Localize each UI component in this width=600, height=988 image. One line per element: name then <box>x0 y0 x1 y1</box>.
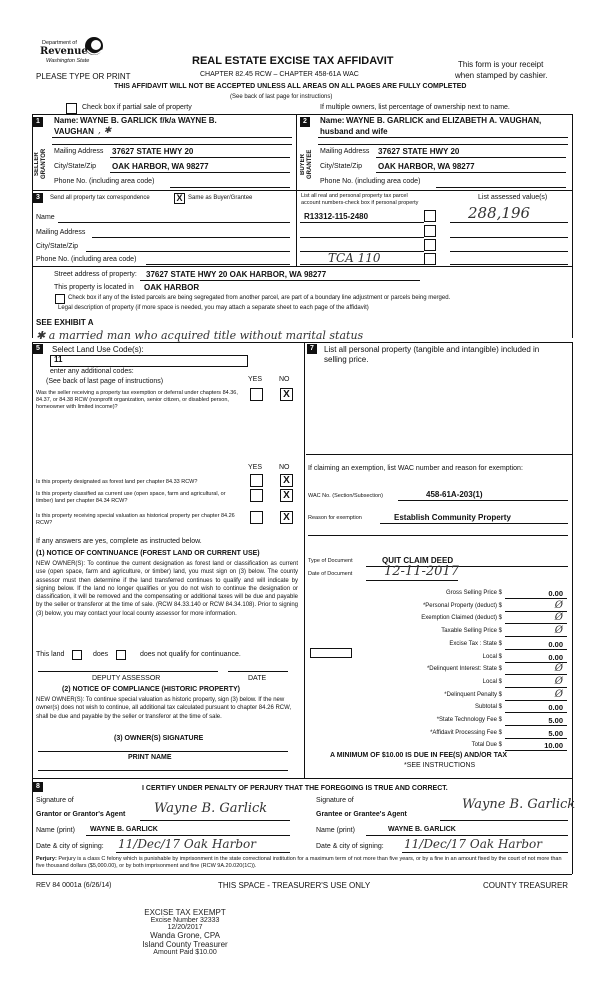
notice1-title: (1) NOTICE OF CONTINUANCE (FOREST LAND OR CURRENT USE) <box>36 550 260 557</box>
send-name-label: Name <box>36 214 55 221</box>
land-use-label: Select Land Use Code(s): <box>52 345 144 354</box>
perjury-text: Perjury is a class C felony which is punishable by imprisonment in the state correctional institution for a maximum term of not more than five years, or by a fine in an amount fixed by the court of not more than five thousand dollars ($5,000.00), or by both imprisonment and fine (RCW 9A.20.020(1C)). <box>36 856 562 869</box>
chapter-ref: CHAPTER 82.45 RCW – CHAPTER 458-61A WAC <box>200 71 359 78</box>
dept-line2: Revenue <box>40 46 88 57</box>
segregated-checkbox[interactable] <box>55 294 65 304</box>
grantor-print-name[interactable]: WAYNE B. GARLICK <box>90 826 158 833</box>
grantor-mailing[interactable]: 37627 STATE HWY 20 <box>112 147 194 156</box>
section1-number: 1 <box>33 117 43 127</box>
fee-row-label: Local $ <box>482 678 502 685</box>
send-phone-label: Phone No. (including area code) <box>36 256 137 263</box>
notice1-text: NEW OWNER(S): To continue the current designation as forest land or classification as current use (open space, farm and agriculture, or timber) land, you must sign on (3) below. The county assessor must then determine if the land transferred continues to qualify and will indicate by signing below. If the land no longer qualifies or you do not wish to continue the designation or classification, it will be removed and the compensating or additional taxes will be due and payable by the seller or transferor at the time of sale. (RCW 84.33.140 or RCW 84.34.108). Prior to signing (3) below, you may contact your local county assessor for more information. <box>36 561 298 617</box>
grantor-mailing-label: Mailing Address <box>54 148 104 155</box>
form-number: REV 84 0001a (6/26/14) <box>36 882 112 889</box>
grantor-city-label: City/State/Zip <box>54 163 97 170</box>
perjury-label: Perjury: <box>36 856 57 862</box>
same-as-grantee-checkbox[interactable]: X <box>174 193 185 204</box>
current-use-no-checkbox[interactable]: X <box>280 489 293 502</box>
fee-row-label: *Delinquent Interest: State $ <box>426 666 502 673</box>
see-exhibit: SEE EXHIBIT A <box>36 318 94 327</box>
grantor-phone-label: Phone No. (including area code) <box>54 178 155 185</box>
fee-row-value[interactable]: Ø <box>554 675 563 687</box>
street-label: Street address of property: <box>54 271 137 278</box>
grantee-name-line1[interactable]: WAYNE B. GARLICK and ELIZABETH A. VAUGHAN, <box>346 116 542 125</box>
section8-number: 8 <box>33 782 43 792</box>
assessed-header: List assessed value(s) <box>478 194 548 201</box>
grantor-date-city[interactable]: 11/Dec/17 Oak Harbor <box>118 837 256 851</box>
forest-yes-checkbox[interactable] <box>250 474 263 487</box>
grantee-sig-label: Signature of <box>316 797 354 804</box>
yes-header-1: YES <box>248 376 263 383</box>
does-checkbox[interactable] <box>72 650 82 660</box>
send-city-label: City/State/Zip <box>36 243 79 250</box>
grantee-phone-label: Phone No. (including area code) <box>320 178 421 185</box>
fee-row-value[interactable]: 0.00 <box>548 703 563 713</box>
current-use-yes-checkbox[interactable] <box>250 489 263 502</box>
grantor-name-line1[interactable]: WAYNE B. GARLICK f/k/a WAYNE B. <box>80 116 217 125</box>
parcel-header-line1: List all real and personal property tax parcel <box>301 193 408 199</box>
fee-row-label: *Delinquent Penalty $ <box>444 691 502 698</box>
grantor-city[interactable]: OAK HARBOR, WA 98277 <box>112 162 209 171</box>
personal-property-checkbox-4[interactable] <box>424 253 436 265</box>
deputy-assessor: DEPUTY ASSESSOR <box>92 675 161 682</box>
grantee-mailing[interactable]: 37627 STATE HWY 20 <box>378 147 460 156</box>
please-type: PLEASE TYPE OR PRINT <box>36 72 131 81</box>
notice2-title: (2) NOTICE OF COMPLIANCE (HISTORIC PROPERTY) <box>62 686 240 693</box>
fee-row-label: Gross Selling Price $ <box>445 590 502 596</box>
wac-value[interactable]: 458-61A-203(1) <box>426 490 483 499</box>
grantor-name-line2[interactable]: VAUGHAN <box>54 127 94 136</box>
exemption-claim-note: If claiming an exemption, list WAC number and reason for exemption: <box>308 465 523 472</box>
fee-row-label: *Affidavit Processing Fee $ <box>430 729 502 736</box>
county-treasurer: COUNTY TREASURER <box>483 881 569 890</box>
partial-sale-label: Check box if partial sale of property <box>82 104 192 111</box>
stamp-line1: EXCISE TAX EXEMPT <box>144 908 226 917</box>
fee-row-label: *Personal Property (deduct) $ <box>422 602 502 609</box>
doc-date-label: Date of Document <box>308 571 353 577</box>
fee-row-value[interactable]: Ø <box>554 625 563 637</box>
fee-row-value[interactable]: 0.00 <box>548 639 563 649</box>
seller-grantor-label: SELLER GRANTOR <box>34 148 47 180</box>
property-note: ✱ a married man who acquired title without marital status <box>36 329 364 342</box>
fee-row-line <box>505 636 567 637</box>
personal-property-checkbox-1[interactable] <box>424 210 436 222</box>
owner-signature-label: (3) OWNER(S) SIGNATURE <box>114 735 204 742</box>
located-city[interactable]: OAK HARBOR <box>144 283 200 292</box>
fee-row-line <box>505 700 567 701</box>
warning-line: THIS AFFIDAVIT WILL NOT BE ACCEPTED UNLESS ALL AREAS ON ALL PAGES ARE FULLY COMPLETED <box>114 83 467 90</box>
treasurer-stamp <box>120 908 250 956</box>
land-use-see-back: (See back of last page of instructions) <box>46 378 164 385</box>
section5-number: 5 <box>33 344 43 354</box>
grantee-name-line2[interactable]: husband and wife <box>320 127 388 136</box>
personal-property-checkbox-2[interactable] <box>424 225 436 237</box>
treasurer-use-only: THIS SPACE - TREASURER'S USE ONLY <box>218 881 371 890</box>
fee-row-label: Exemption Claimed (deduct) $ <box>421 615 502 622</box>
tca-note: TCA 110 <box>328 251 381 265</box>
fee-row-value[interactable]: 5.00 <box>548 728 563 738</box>
perjury-note <box>36 856 568 870</box>
grantee-signature[interactable]: Wayne B. Garlick <box>462 797 576 812</box>
stamp-line2: Excise Number 32333 <box>150 917 220 924</box>
doc-type-label: Type of Document <box>308 558 353 564</box>
section3-number: 3 <box>33 193 43 203</box>
grantor-sig-label: Signature of <box>36 797 74 804</box>
stamp-line6: Amount Paid $10.00 <box>153 949 217 956</box>
grantee-mailing-label: Mailing Address <box>320 148 370 155</box>
same-as-grantee-label: Same as Buyer/Grantee <box>188 195 253 201</box>
local-tax-box <box>310 648 352 658</box>
yes-header-2: YES <box>248 464 263 471</box>
grantee-date-label: Date & city of signing: <box>316 843 384 850</box>
form-title: REAL ESTATE EXCISE TAX AFFIDAVIT <box>192 55 394 67</box>
dept-logo <box>40 34 106 70</box>
doc-date[interactable]: 12-11-2017 <box>384 564 459 579</box>
exemption-question: Was the seller receiving a property tax exemption or deferral under chapters 84.36, 84.37, or 84.38 RCW (nonprofit organization, senior citizen, or disabled person, homeowner with limited income)? <box>36 390 238 410</box>
land-use-value: 11 <box>54 355 63 364</box>
send-correspondence-label: Send all property tax correspondence <box>50 195 150 201</box>
grantor-name-mark: , ✱ <box>98 126 112 136</box>
fee-row-label: Subtotal $ <box>474 704 502 711</box>
print-name-label: PRINT NAME <box>128 754 172 761</box>
legal-description-label: Legal description of property (if more space is needed, you may attach a separate sheet to each page of the affidavit) <box>58 305 369 311</box>
fee-row-label: *State Technology Fee $ <box>436 717 502 723</box>
fee-row-value[interactable]: Ø <box>554 663 563 675</box>
see-instructions: *SEE INSTRUCTIONS <box>404 762 476 769</box>
land-use-input[interactable] <box>50 355 248 367</box>
grantor-agent-label: Grantor or Grantor's Agent <box>36 811 126 818</box>
minimum-notice: A MINIMUM OF $10.00 IS DUE IN FEE(S) AND/OR TAX <box>330 752 508 759</box>
fee-row-label: Local $ <box>482 653 502 660</box>
fee-row-value[interactable]: Ø <box>554 599 563 611</box>
doc-type[interactable]: QUIT CLAIM DEED <box>382 556 454 565</box>
receipt-line2: when stamped by cashier. <box>455 71 548 80</box>
receipt-line1: This form is your receipt <box>458 60 544 69</box>
section7-number: 7 <box>307 344 317 354</box>
does-not-checkbox[interactable] <box>116 650 126 660</box>
see-back: (See back of last page for instructions) <box>230 94 333 100</box>
located-label: This property is located in <box>54 284 134 291</box>
street-address[interactable]: 37627 STATE HWY 20 OAK HARBOR, WA 98277 <box>146 270 327 279</box>
historical-yes-checkbox[interactable] <box>250 511 263 524</box>
stamp-line5: Island County Treasurer <box>142 940 228 949</box>
current-use-question: Is this property classified as current use (open space, farm and agricultural, or timber) land per chapter 84.34 RCW? <box>36 491 226 504</box>
grantor-name-label: Name: <box>54 116 79 125</box>
fee-row-label: Total Due $ <box>471 742 502 749</box>
forest-no-checkbox[interactable]: X <box>280 474 293 487</box>
fee-row-line <box>505 738 567 739</box>
reason-label: Reason for exemption <box>308 515 362 521</box>
wac-label: WAC No. (Section/Subsection) <box>308 493 383 499</box>
fee-row-line <box>505 750 567 751</box>
additional-codes-label: enter any additional codes: <box>50 368 134 375</box>
section2-number: 2 <box>300 117 310 127</box>
fee-row-label: Excise Tax : State $ <box>449 640 502 647</box>
grantee-city-label: City/State/Zip <box>320 163 363 170</box>
exemption-yes-checkbox[interactable] <box>250 388 263 401</box>
no-header-2: NO <box>279 464 290 471</box>
certify-statement: I CERTIFY UNDER PENALTY OF PERJURY THAT THE FOREGOING IS TRUE AND CORRECT. <box>142 785 448 792</box>
deputy-date: DATE <box>248 675 267 682</box>
send-mailing-label: Mailing Address <box>36 229 86 236</box>
fee-row-value[interactable]: Ø <box>554 612 563 624</box>
fee-row-value[interactable]: 0.00 <box>548 589 563 598</box>
dept-line1: Department of <box>42 40 77 46</box>
reason-value[interactable]: Establish Community Property <box>394 513 511 522</box>
grantee-name-print-label: Name (print) <box>316 827 355 834</box>
fee-row-line <box>505 649 567 650</box>
grantee-print-name[interactable]: WAYNE B. GARLICK <box>388 826 456 833</box>
grantor-name-print-label: Name (print) <box>36 827 75 834</box>
fee-row-value[interactable]: 0.00 <box>548 652 563 662</box>
partial-sale-checkbox[interactable] <box>66 103 77 114</box>
fee-row-value[interactable]: 10.00 <box>544 741 563 751</box>
parcel-number[interactable]: R13312-115-2480 <box>304 212 369 221</box>
personal-property-checkbox-3[interactable] <box>424 239 436 251</box>
fee-row-value[interactable]: 5.00 <box>548 716 563 725</box>
notice2-text: NEW OWNER(S): To continue special valuation as historic property, sign (3) below. If the new owner(s) does not wish to continue, all additional tax calculated pursuant to chapter 84.26 RCW, shall be due and payable by the seller or transferor at the time of sale. <box>36 697 292 720</box>
fee-row-label: Taxable Selling Price $ <box>441 628 502 635</box>
grantor-signature[interactable]: Wayne B. Garlick <box>154 801 268 816</box>
grantee-agent-label: Grantee or Grantee's Agent <box>316 811 407 818</box>
historical-question: Is this property receiving special valuation as historical property per chapter 84.26 RCW? <box>36 513 235 526</box>
does-not-label: does not qualify for continuance. <box>140 651 241 658</box>
assessed-value[interactable]: 288,196 <box>468 204 531 222</box>
grantee-date-city[interactable]: 11/Dec/17 Oak Harbor <box>404 837 542 851</box>
multiple-owners-note: If multiple owners, list percentage of ownership next to name. <box>320 104 510 111</box>
historical-no-checkbox[interactable]: X <box>280 511 293 524</box>
grantee-city[interactable]: OAK HARBOR, WA 98277 <box>378 162 475 171</box>
buyer-grantee-label: BUYER GRANTEE <box>300 149 313 179</box>
fee-row-line <box>505 725 567 726</box>
exemption-no-checkbox[interactable]: X <box>280 388 293 401</box>
does-label: does <box>93 651 109 658</box>
if-yes-note: If any answers are yes, complete as instructed below. <box>36 538 202 545</box>
segregated-label: Check box if any of the listed parcels are being segregated from another parcel, are part of a boundary line adjustment or parcels being merged. <box>68 295 451 301</box>
personal-property-note: List all personal property (tangible and intangible) included in selling price. <box>324 345 540 364</box>
parcel-header-line2: account numbers-check box if personal property <box>301 200 419 206</box>
stamp-line3: 12/20/2017 <box>167 924 203 931</box>
grantor-date-label: Date & city of signing: <box>36 843 104 850</box>
grantee-name-label: Name: <box>320 116 345 125</box>
stamp-line4: Wanda Grone, CPA <box>150 931 220 940</box>
fee-row-line <box>505 712 567 713</box>
fee-row-value[interactable]: Ø <box>554 688 563 700</box>
dept-line3: Washington State <box>46 58 90 64</box>
forest-question: Is this property designated as forest land per chapter 84.33 RCW? <box>36 479 198 485</box>
no-header-1: NO <box>279 376 290 383</box>
this-land-label: This land <box>36 651 65 658</box>
